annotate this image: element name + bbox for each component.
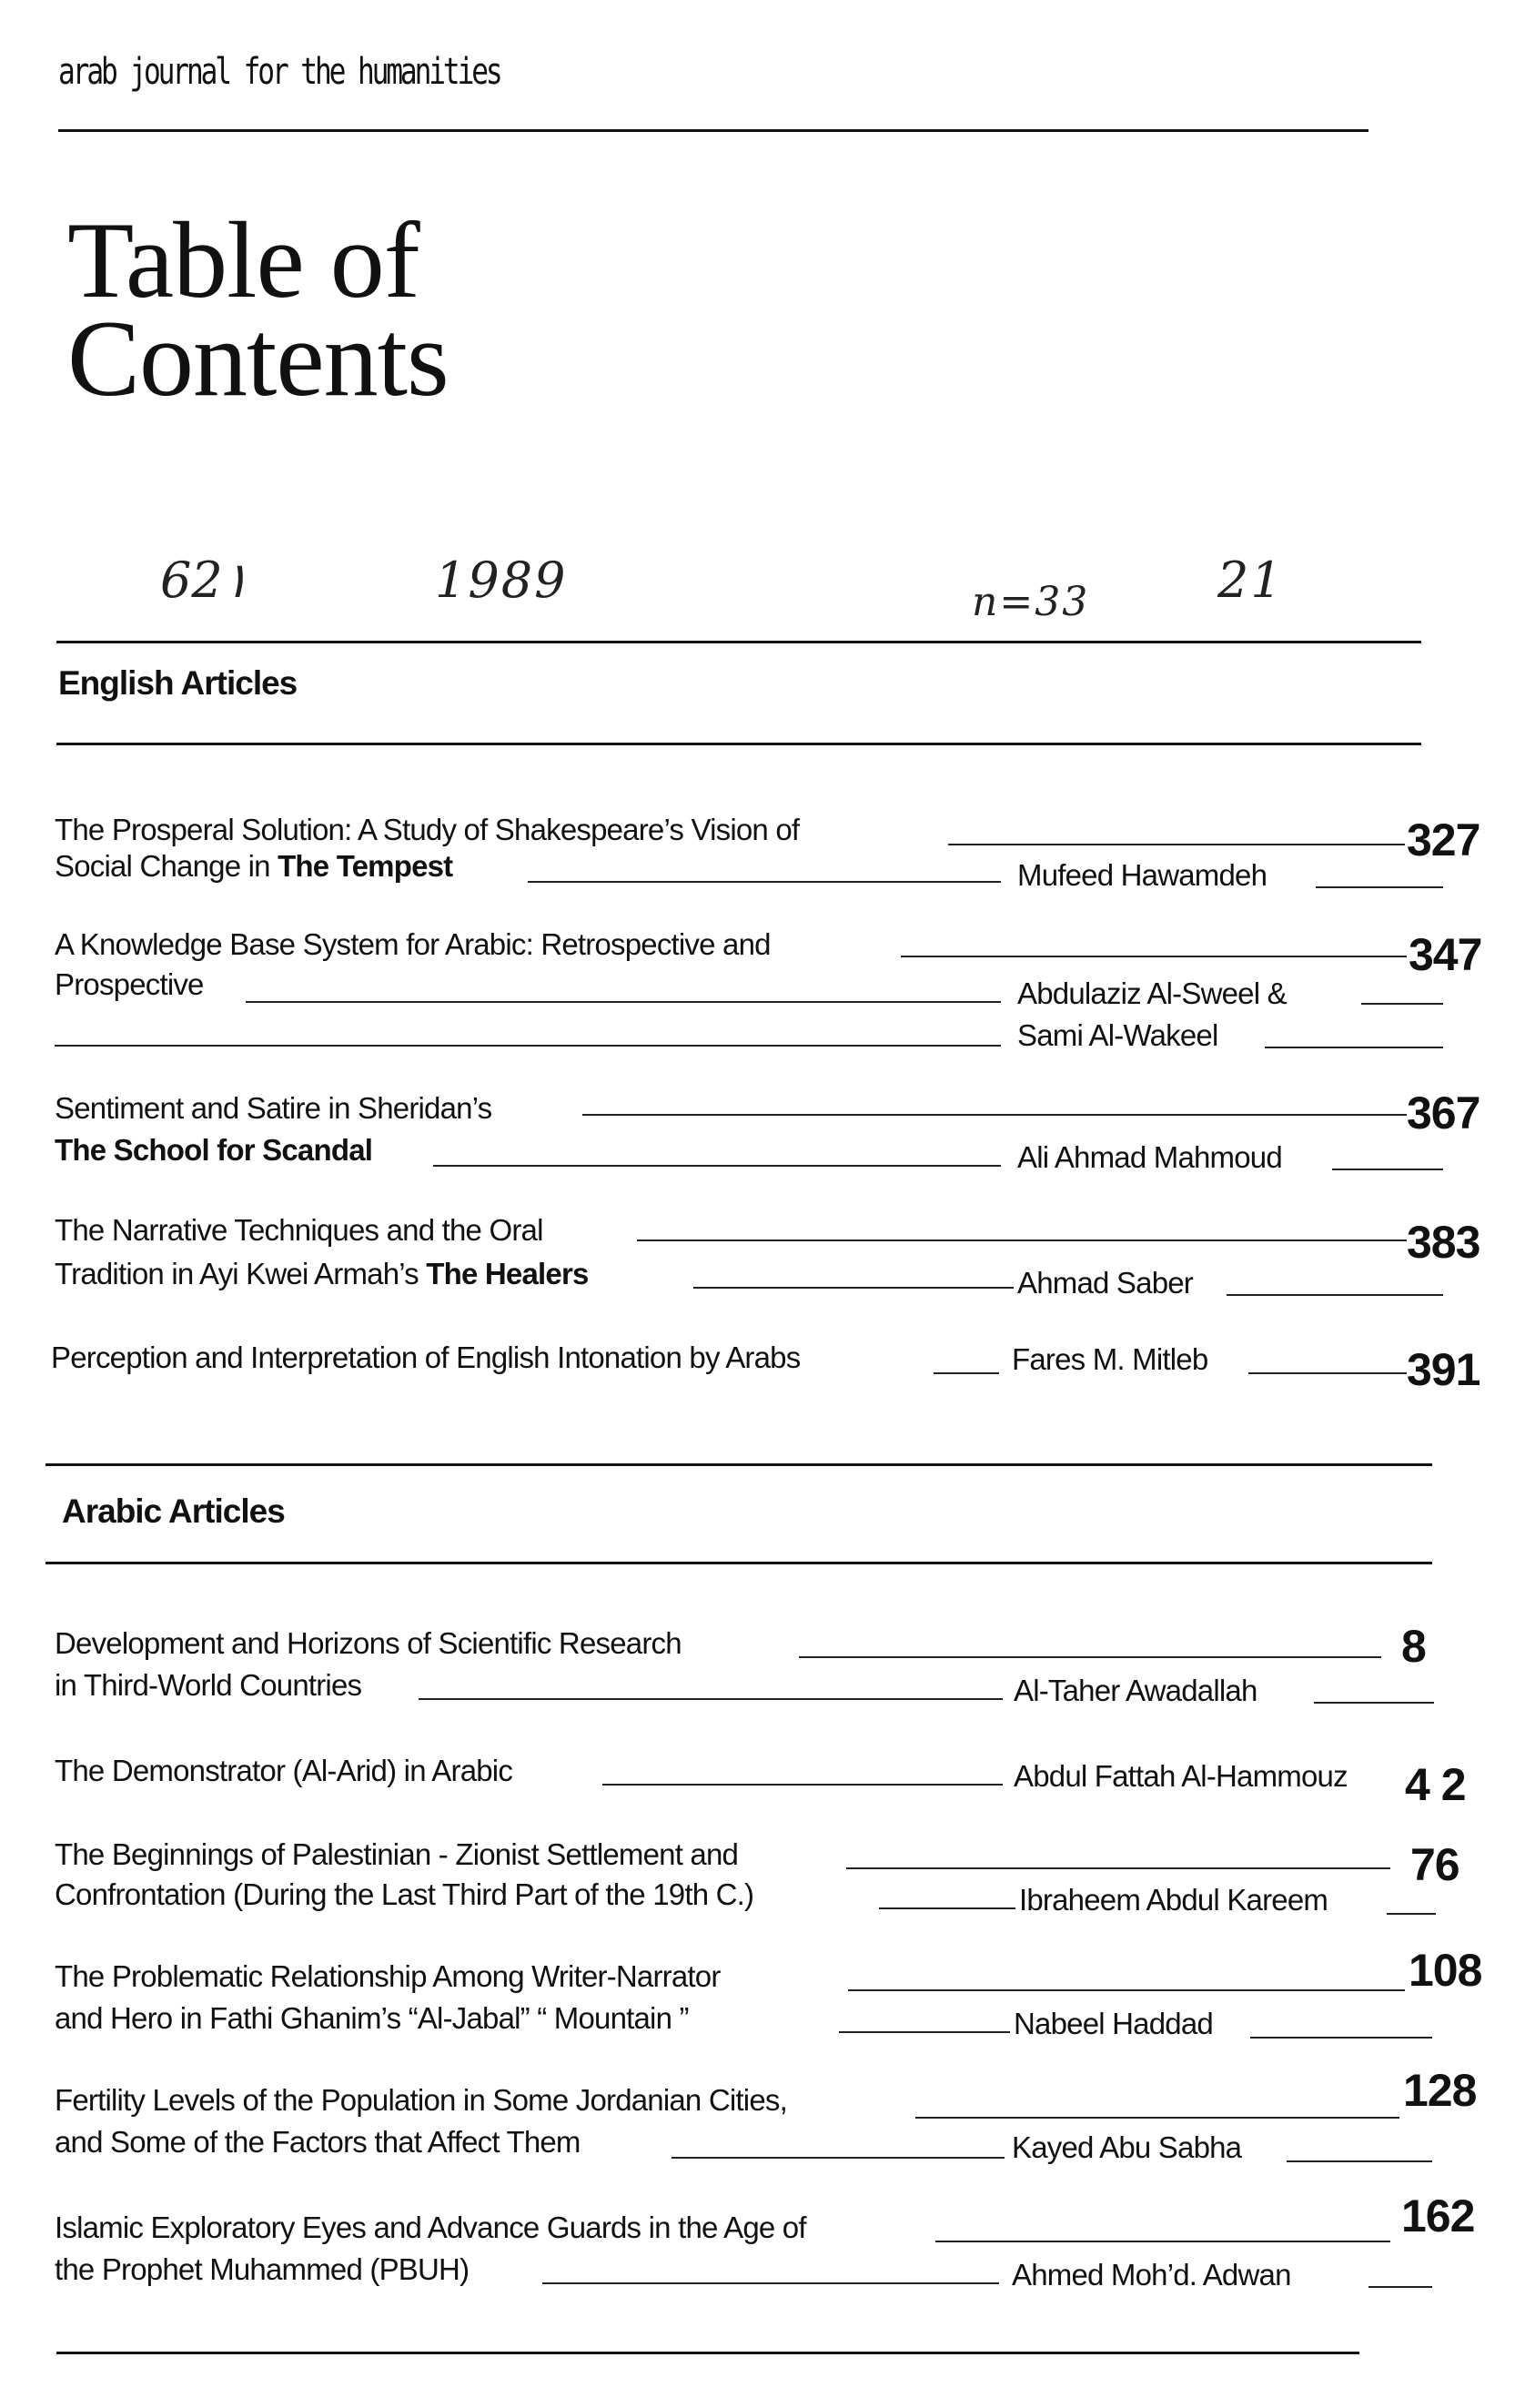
leader-line bbox=[542, 2282, 999, 2284]
leader-line bbox=[582, 1114, 1407, 1116]
page-number: 383 bbox=[1407, 1217, 1480, 1268]
leader-line bbox=[1265, 1047, 1443, 1048]
article-title-line: Prospective bbox=[55, 967, 204, 1001]
handwritten-note: 1989 bbox=[435, 551, 568, 609]
header-rule bbox=[58, 129, 1368, 132]
article-author: Abdul Fattah Al-Hammouz bbox=[1014, 1759, 1348, 1793]
handwritten-note: 62١ bbox=[160, 551, 249, 609]
leader-line bbox=[672, 2157, 1005, 2159]
leader-line bbox=[693, 1287, 1014, 1289]
leader-line bbox=[1314, 1702, 1434, 1704]
leader-line bbox=[1248, 1372, 1407, 1374]
article-author: Ahmed Moh’d. Adwan bbox=[1012, 2258, 1291, 2292]
leader-line bbox=[433, 1165, 1001, 1167]
article-title-line: Development and Horizons of Scientific Research bbox=[55, 1626, 682, 1660]
article-title-bold: The Tempest bbox=[278, 849, 453, 883]
article-author: Nabeel Haddad bbox=[1014, 2007, 1213, 2040]
page-number: 128 bbox=[1403, 2065, 1477, 2116]
leader-line bbox=[637, 1239, 1407, 1241]
article-title-line: The Narrative Techniques and the Oral bbox=[55, 1213, 543, 1247]
leader-line bbox=[915, 2117, 1399, 2119]
handwritten-note: 21 bbox=[1217, 551, 1284, 609]
leader-line bbox=[246, 1001, 1001, 1003]
page-number: 76 bbox=[1410, 1839, 1459, 1890]
article-author: Ibraheem Abdul Kareem bbox=[1019, 1883, 1328, 1917]
article-author: Abdulaziz Al-Sweel & bbox=[1017, 976, 1287, 1010]
leader-line bbox=[901, 956, 1407, 957]
page-number: 327 bbox=[1407, 814, 1480, 865]
article-author: Fares M. Mitleb bbox=[1012, 1342, 1208, 1376]
title-line-1: Table of bbox=[67, 199, 419, 320]
article-title-line bbox=[55, 1132, 372, 1169]
leader-line bbox=[1227, 1294, 1443, 1296]
leader-line bbox=[55, 1045, 1001, 1047]
article-title-line: The Prosperal Solution: A Study of Shakespeare’s Vision of bbox=[55, 813, 800, 846]
article-title-bold: The Healers bbox=[426, 1257, 589, 1290]
article-title-text: Social Change in bbox=[55, 849, 270, 883]
leader-line bbox=[1287, 2160, 1432, 2162]
leader-line bbox=[1361, 1003, 1443, 1005]
journal-name: arab journal for the humanities bbox=[58, 51, 500, 93]
leader-line bbox=[1332, 1169, 1443, 1170]
page-number: 8 bbox=[1401, 1621, 1426, 1672]
leader-line bbox=[839, 2031, 1010, 2033]
leader-line bbox=[602, 1784, 1003, 1786]
article-title-line: Perception and Interpretation of English Intonation by Arabs bbox=[51, 1341, 801, 1374]
article-author: Ali Ahmad Mahmoud bbox=[1017, 1140, 1282, 1174]
article-author: Kayed Abu Sabha bbox=[1012, 2130, 1242, 2164]
leader-line bbox=[848, 1989, 1405, 1991]
article-title-line: A Knowledge Base System for Arabic: Retrospective and bbox=[55, 927, 771, 961]
article-title-line bbox=[55, 1256, 589, 1292]
article-title-line: Confrontation (During the Last Third Part of the 19th C.) bbox=[55, 1877, 754, 1911]
leader-line bbox=[1250, 2037, 1432, 2039]
leader-line bbox=[528, 881, 1001, 883]
page-number: 367 bbox=[1407, 1088, 1480, 1138]
leader-line bbox=[1387, 1913, 1436, 1915]
page-title bbox=[67, 199, 449, 419]
article-author: Sami Al-Wakeel bbox=[1017, 1018, 1218, 1052]
article-author: Ahmad Saber bbox=[1017, 1266, 1193, 1300]
article-title-line: the Prophet Muhammed (PBUH) bbox=[55, 2252, 470, 2286]
article-title-line: The Demonstrator (Al-Arid) in Arabic bbox=[55, 1754, 513, 1787]
article-title-line: in Third-World Countries bbox=[55, 1668, 362, 1702]
section-heading-arabic: Arabic Articles bbox=[62, 1492, 285, 1530]
leader-line bbox=[935, 2241, 1390, 2242]
article-title-text: Tradition in Ayi Kwei Armah’s bbox=[55, 1257, 419, 1290]
leader-line bbox=[799, 1656, 1381, 1658]
page-number: 4 2 bbox=[1405, 1759, 1466, 1810]
leader-line bbox=[948, 844, 1405, 845]
section-rule bbox=[56, 641, 1421, 643]
leader-line bbox=[934, 1372, 999, 1374]
section-rule bbox=[56, 743, 1421, 745]
article-title-line bbox=[55, 848, 452, 885]
section-rule bbox=[45, 1463, 1432, 1466]
page-number: 108 bbox=[1409, 1945, 1482, 1996]
section-heading-english: English Articles bbox=[58, 664, 298, 702]
article-title-line: Fertility Levels of the Population in Some Jordanian Cities, bbox=[55, 2083, 787, 2117]
leader-line bbox=[879, 1907, 1015, 1909]
footer-rule bbox=[56, 2352, 1359, 2354]
page-number: 347 bbox=[1409, 929, 1482, 980]
leader-line bbox=[1368, 2286, 1432, 2288]
handwritten-note: n=33 bbox=[972, 579, 1090, 625]
article-title-line: Sentiment and Satire in Sheridan’s bbox=[55, 1091, 492, 1125]
title-line-2: Contents bbox=[67, 298, 449, 419]
leader-line bbox=[419, 1698, 1003, 1700]
article-title-line: The Beginnings of Palestinian - Zionist Settlement and bbox=[55, 1837, 739, 1871]
article-author: Mufeed Hawamdeh bbox=[1017, 858, 1267, 892]
article-author: Al-Taher Awadallah bbox=[1014, 1674, 1257, 1707]
article-title-line: and Some of the Factors that Affect Them bbox=[55, 2125, 581, 2159]
section-rule bbox=[45, 1562, 1432, 1564]
article-title-bold: The School for Scandal bbox=[55, 1133, 373, 1167]
article-title-line: The Problematic Relationship Among Writer-Narrator bbox=[55, 1959, 721, 1993]
article-title-line: and Hero in Fathi Ghanim’s “Al-Jabal” “ Mountain ” bbox=[55, 2001, 689, 2035]
page-number: 391 bbox=[1407, 1344, 1480, 1395]
leader-line bbox=[846, 1867, 1390, 1869]
article-title-line: Islamic Exploratory Eyes and Advance Guards in the Age of bbox=[55, 2211, 806, 2244]
page-number: 162 bbox=[1401, 2190, 1475, 2241]
leader-line bbox=[1316, 886, 1443, 888]
